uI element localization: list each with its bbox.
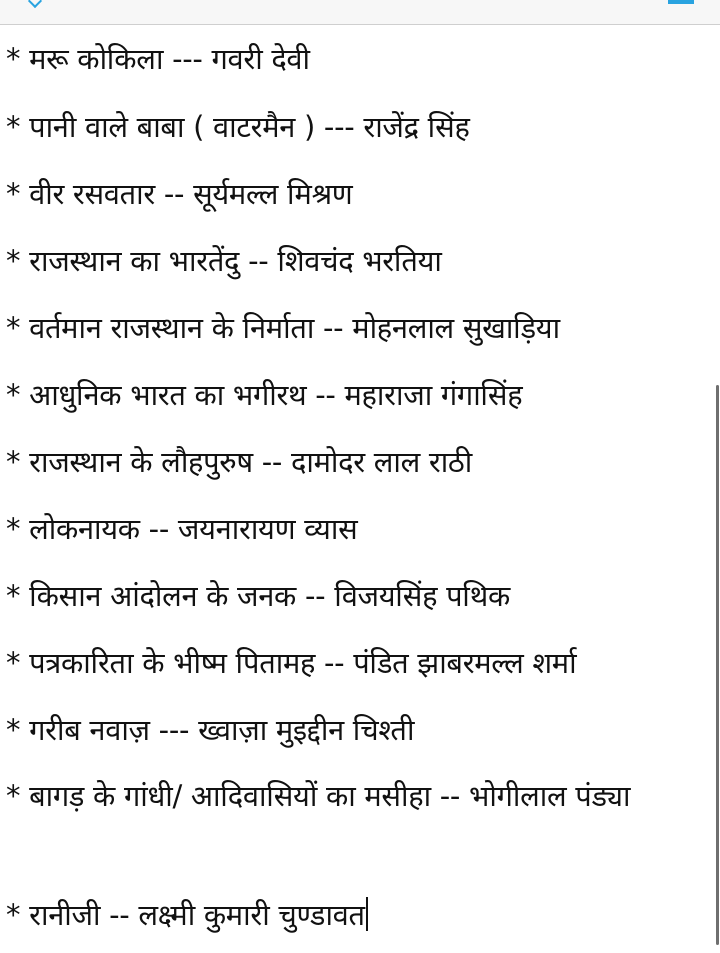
list-item-last (6, 889, 706, 941)
menu-icon[interactable] (668, 0, 694, 4)
list-item: * आधुनिक भारत का भगीरथ -- महाराजा गंगासिंह (6, 378, 523, 412)
top-toolbar (0, 0, 720, 25)
scrollbar[interactable] (714, 25, 720, 953)
scrollbar-thumb[interactable] (716, 385, 719, 945)
list-item: * पत्रकारिता के भीष्म पितामह -- पंडित झाबरमल्ल शर्मा (6, 646, 577, 680)
text-cursor (366, 897, 368, 931)
list-item: * पानी वाले बाबा ( वाटरमैन ) --- राजेंद्र सिंह (6, 110, 470, 144)
back-chevron-icon[interactable] (28, 0, 42, 8)
list-item: * राजस्थान का भारतेंदु -- शिवचंद भरतिया (6, 244, 442, 278)
list-item: * राजस्थान के लौहपुरुष -- दामोदर लाल राठी (6, 445, 472, 479)
list-item: * गरीब नवाज़ --- ख्वाज़ा मुइद्दीन चिश्ती (6, 713, 415, 747)
list-item: * बागड़ के गांधी/ आदिवासियों का मसीहा -- भोगीलाल पंड्या (6, 779, 631, 813)
list-item-text: * रानीजी -- लक्ष्मी कुमारी चुण्डावत (6, 898, 365, 932)
list-item: * वर्तमान राजस्थान के निर्माता -- मोहनलाल सुखाड़िया (6, 311, 560, 345)
list-item: * मरू कोकिला --- गवरी देवी (6, 42, 310, 76)
list-item: * वीर रसवतार -- सूर्यमल्ल मिश्रण (6, 177, 353, 211)
list-item: * लोकनायक -- जयनारायण व्यास (6, 512, 358, 546)
list-item: * किसान आंदोलन के जनक -- विजयसिंह पथिक (6, 579, 510, 613)
text-editor[interactable] (0, 25, 715, 953)
